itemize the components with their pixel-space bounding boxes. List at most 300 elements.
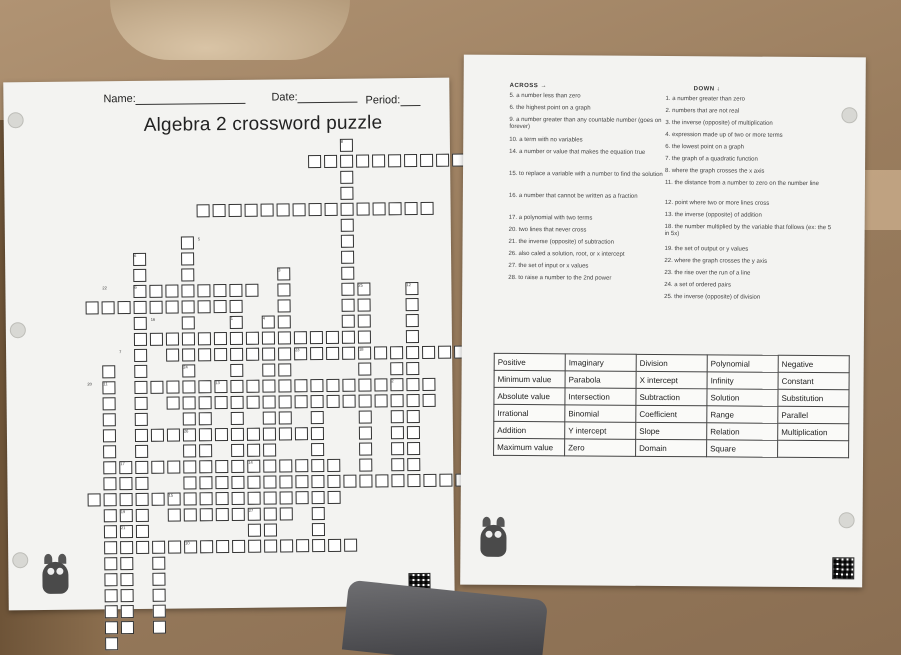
- word-bank-cell: Addition: [494, 421, 565, 438]
- crossword-cell[interactable]: [262, 364, 275, 377]
- crossword-cell[interactable]: [263, 460, 276, 473]
- crossword-cell[interactable]: [374, 346, 387, 359]
- crossword-cell[interactable]: [310, 347, 323, 360]
- crossword-cell[interactable]: [103, 397, 116, 410]
- crossword-cell[interactable]: [294, 331, 307, 344]
- crossword-cell[interactable]: [279, 411, 292, 424]
- crossword-cell[interactable]: [295, 459, 308, 472]
- crossword-cell[interactable]: [135, 445, 148, 458]
- crossword-cell[interactable]: [356, 155, 369, 168]
- word-bank-cell: [778, 440, 849, 457]
- crossword-cell[interactable]: [359, 443, 372, 456]
- crossword-cell[interactable]: [359, 475, 372, 488]
- crossword-cell[interactable]: [388, 154, 401, 167]
- crossword-cell[interactable]: [182, 300, 195, 313]
- crossword-cell[interactable]: [135, 461, 148, 474]
- crossword-cell[interactable]: [406, 362, 419, 375]
- crossword-cell[interactable]: [120, 493, 133, 506]
- crossword-cell[interactable]: [167, 429, 180, 442]
- crossword-cell[interactable]: [438, 346, 451, 359]
- crossword-cell[interactable]: [324, 155, 337, 168]
- crossword-cell[interactable]: [343, 395, 356, 408]
- crossword-cell[interactable]: [182, 332, 195, 345]
- crossword-cell[interactable]: [391, 426, 404, 439]
- crossword-cell[interactable]: [230, 332, 243, 345]
- crossword-cell[interactable]: [229, 284, 242, 297]
- crossword-cell[interactable]: [184, 492, 197, 505]
- crossword-cell[interactable]: [340, 187, 353, 200]
- crossword-cell[interactable]: [312, 539, 325, 552]
- crossword-cell[interactable]: [312, 491, 325, 504]
- crossword-cell[interactable]: [216, 492, 229, 505]
- across-clue: 15. to replace a variable with a number to find the solution: [509, 170, 663, 178]
- crossword-cell[interactable]: [200, 492, 213, 505]
- crossword-cell[interactable]: [264, 492, 277, 505]
- crossword-cell[interactable]: [407, 394, 420, 407]
- crossword-cell[interactable]: [150, 381, 163, 394]
- crossword-cell[interactable]: [215, 396, 228, 409]
- crossword-cell[interactable]: [439, 474, 452, 487]
- crossword-cell[interactable]: [406, 298, 419, 311]
- down-clue: 1. a number greater than zero: [665, 96, 745, 103]
- clue-number: 13: [215, 380, 220, 386]
- crossword-cell[interactable]: [121, 589, 134, 602]
- crossword-cell[interactable]: [390, 362, 403, 375]
- crossword-cell[interactable]: [423, 474, 436, 487]
- crossword-cell[interactable]: [326, 331, 339, 344]
- clue-number: 3: [278, 267, 281, 273]
- crossword-cell[interactable]: [183, 444, 196, 457]
- crossword-cell[interactable]: [280, 491, 293, 504]
- crossword-cell[interactable]: [165, 285, 178, 298]
- crossword-cell[interactable]: [341, 219, 354, 232]
- crossword-cell[interactable]: [120, 557, 133, 570]
- crossword-cell[interactable]: [214, 348, 227, 361]
- crossword-cell[interactable]: [358, 363, 371, 376]
- crossword-cell[interactable]: [198, 332, 211, 345]
- crossword-cell[interactable]: [182, 380, 195, 393]
- crossword-cell[interactable]: [407, 426, 420, 439]
- clue-number: 10: [185, 540, 190, 546]
- crossword-cell[interactable]: [104, 509, 117, 522]
- crossword-cell[interactable]: [374, 378, 387, 391]
- crossword-cell[interactable]: [248, 524, 261, 537]
- crossword-cell[interactable]: [422, 378, 435, 391]
- crossword-cell[interactable]: [327, 475, 340, 488]
- crossword-cell[interactable]: [278, 363, 291, 376]
- crossword-cell[interactable]: [104, 557, 117, 570]
- crossword-cell[interactable]: [278, 299, 291, 312]
- crossword-cell[interactable]: [391, 394, 404, 407]
- crossword-cell[interactable]: [312, 507, 325, 520]
- crossword-cell[interactable]: [262, 380, 275, 393]
- clue-number: 8: [340, 138, 344, 144]
- crossword-cell[interactable]: [344, 539, 357, 552]
- crossword-cell[interactable]: [357, 203, 370, 216]
- crossword-cell[interactable]: [197, 204, 210, 217]
- crossword-cell[interactable]: [311, 459, 324, 472]
- crossword-cell[interactable]: [197, 284, 210, 297]
- crossword-cell[interactable]: [311, 411, 324, 424]
- crossword-cell[interactable]: [248, 540, 261, 553]
- crossword-cell[interactable]: [311, 475, 324, 488]
- crossword-cell[interactable]: [230, 380, 243, 393]
- crossword-cell[interactable]: [278, 347, 291, 360]
- crossword-cell[interactable]: [327, 395, 340, 408]
- crossword-cell[interactable]: [183, 476, 196, 489]
- crossword-cell[interactable]: [184, 508, 197, 521]
- crossword-cell[interactable]: [182, 316, 195, 329]
- word-bank-table: [493, 353, 850, 458]
- clue-number: 20: [87, 381, 92, 387]
- crossword-cell[interactable]: [181, 252, 194, 265]
- crossword-cell[interactable]: [166, 301, 179, 314]
- crossword-cell[interactable]: [232, 508, 245, 521]
- crossword-cell[interactable]: [168, 541, 181, 554]
- crossword-cell[interactable]: [136, 525, 149, 538]
- crossword-cell[interactable]: [135, 429, 148, 442]
- crossword-cell[interactable]: [104, 525, 117, 538]
- crossword-cell[interactable]: [295, 395, 308, 408]
- crossword-cell[interactable]: [102, 365, 115, 378]
- crossword-cell[interactable]: [390, 346, 403, 359]
- crossword-cell[interactable]: [134, 301, 147, 314]
- crossword-cell[interactable]: [151, 461, 164, 474]
- crossword-cell[interactable]: [422, 346, 435, 359]
- crossword-cell[interactable]: [215, 476, 228, 489]
- word-bank-cell: Maximum value: [494, 438, 565, 455]
- crossword-cell[interactable]: [152, 557, 165, 570]
- crossword-cell[interactable]: [231, 476, 244, 489]
- crossword-cell[interactable]: [325, 203, 338, 216]
- crossword-cell[interactable]: [263, 476, 276, 489]
- crossword-cell[interactable]: [407, 474, 420, 487]
- crossword-cell[interactable]: [436, 154, 449, 167]
- crossword-cell[interactable]: [199, 460, 212, 473]
- crossword-cell[interactable]: [199, 396, 212, 409]
- crossword-cell[interactable]: [404, 154, 417, 167]
- crossword-cell[interactable]: [328, 539, 341, 552]
- crossword-cell[interactable]: [247, 444, 260, 457]
- crossword-cell[interactable]: [231, 428, 244, 441]
- crossword-cell[interactable]: [280, 507, 293, 520]
- clue-number: 23: [295, 347, 300, 353]
- crossword-cell[interactable]: [199, 412, 212, 425]
- crossword-cell[interactable]: [311, 395, 324, 408]
- crossword-cell[interactable]: [341, 267, 354, 280]
- crossword-cell[interactable]: [231, 412, 244, 425]
- crossword-cell[interactable]: [247, 476, 260, 489]
- crossword-cell[interactable]: [104, 541, 117, 554]
- mascot-logo: [38, 552, 72, 596]
- crossword-cell[interactable]: [358, 299, 371, 312]
- crossword-cell[interactable]: [199, 476, 212, 489]
- crossword-cell[interactable]: [340, 155, 353, 168]
- crossword-cell[interactable]: [215, 428, 228, 441]
- crossword-cell[interactable]: [103, 477, 116, 490]
- crossword-cell[interactable]: [341, 235, 354, 248]
- crossword-cell[interactable]: [341, 283, 354, 296]
- crossword-cell[interactable]: [326, 379, 339, 392]
- crossword-cell[interactable]: [134, 381, 147, 394]
- crossword-cell[interactable]: [230, 300, 243, 313]
- desk-object: [110, 0, 350, 60]
- crossword-cell[interactable]: [104, 493, 117, 506]
- crossword-cell[interactable]: [247, 428, 260, 441]
- crossword-cell[interactable]: [153, 621, 166, 634]
- crossword-cell[interactable]: [279, 395, 292, 408]
- crossword-cell[interactable]: [293, 203, 306, 216]
- word-bank-cell: Irrational: [494, 404, 565, 421]
- crossword-cell[interactable]: [261, 204, 274, 217]
- crossword-cell[interactable]: [183, 396, 196, 409]
- crossword-cell[interactable]: [105, 637, 118, 650]
- crossword-cell[interactable]: [263, 396, 276, 409]
- crossword-cell[interactable]: [88, 493, 101, 506]
- crossword-cell[interactable]: [359, 395, 372, 408]
- crossword-cell[interactable]: [152, 541, 165, 554]
- crossword-cell[interactable]: [152, 573, 165, 586]
- crossword-cell[interactable]: [214, 300, 227, 313]
- clue-number: 14: [248, 459, 253, 465]
- crossword-cell[interactable]: [373, 202, 386, 215]
- crossword-cell[interactable]: [342, 315, 355, 328]
- crossword-cell[interactable]: [358, 379, 371, 392]
- crossword-cell[interactable]: [183, 460, 196, 473]
- word-bank-cell: Subtraction: [636, 388, 707, 405]
- crossword-cell[interactable]: [407, 442, 420, 455]
- crossword-cell[interactable]: [359, 459, 372, 472]
- word-bank-cell: Multiplication: [778, 423, 849, 440]
- crossword-cell[interactable]: [311, 443, 324, 456]
- crossword-cell[interactable]: [121, 621, 134, 634]
- crossword-cell[interactable]: [213, 284, 226, 297]
- crossword-cell[interactable]: [262, 332, 275, 345]
- crossword-cell[interactable]: [310, 379, 323, 392]
- crossword-cell[interactable]: [105, 621, 118, 634]
- crossword-cell[interactable]: [181, 236, 194, 249]
- crossword-cell[interactable]: [343, 475, 356, 488]
- crossword-cell[interactable]: [231, 396, 244, 409]
- crossword-cell[interactable]: [246, 332, 259, 345]
- crossword-cell[interactable]: [152, 493, 165, 506]
- crossword-cell[interactable]: [105, 605, 118, 618]
- crossword-cell[interactable]: [295, 475, 308, 488]
- punch-hole: [12, 552, 28, 568]
- crossword-cell[interactable]: [103, 429, 116, 442]
- crossword-cell[interactable]: [277, 203, 290, 216]
- crossword-cell[interactable]: [198, 300, 211, 313]
- crossword-cell[interactable]: [166, 381, 179, 394]
- crossword-cell[interactable]: [245, 204, 258, 217]
- crossword-cell[interactable]: [389, 202, 402, 215]
- crossword-cell[interactable]: [134, 349, 147, 362]
- crossword-cell[interactable]: [264, 540, 277, 553]
- crossword-cell[interactable]: [341, 203, 354, 216]
- crossword-cell[interactable]: [423, 394, 436, 407]
- crossword-cell[interactable]: [342, 379, 355, 392]
- crossword-cell[interactable]: [279, 475, 292, 488]
- crossword-cell[interactable]: [326, 347, 339, 360]
- crossword-cell[interactable]: [262, 348, 275, 361]
- crossword-cell[interactable]: [232, 540, 245, 553]
- crossword-cell[interactable]: [231, 460, 244, 473]
- crossword-cell[interactable]: [391, 474, 404, 487]
- crossword-cell[interactable]: [230, 364, 243, 377]
- crossword-cell[interactable]: [358, 331, 371, 344]
- crossword-cell[interactable]: [215, 460, 228, 473]
- crossword-cell[interactable]: [312, 523, 325, 536]
- crossword-cell[interactable]: [214, 332, 227, 345]
- crossword-cell[interactable]: [86, 301, 99, 314]
- crossword-cell[interactable]: [278, 315, 291, 328]
- crossword-cell[interactable]: [406, 314, 419, 327]
- crossword-cell[interactable]: [294, 379, 307, 392]
- crossword-cell[interactable]: [391, 410, 404, 423]
- crossword-cell[interactable]: [245, 284, 258, 297]
- crossword-cell[interactable]: [279, 459, 292, 472]
- word-bank-cell: Slope: [636, 422, 707, 439]
- crossword-cell[interactable]: [279, 427, 292, 440]
- crossword-cell[interactable]: [119, 477, 132, 490]
- crossword-cell[interactable]: [153, 605, 166, 618]
- crossword-cell[interactable]: [296, 539, 309, 552]
- crossword-cell[interactable]: [231, 444, 244, 457]
- crossword-cell[interactable]: [103, 413, 116, 426]
- crossword-cell[interactable]: [309, 203, 322, 216]
- crossword-cell[interactable]: [375, 394, 388, 407]
- crossword-cell[interactable]: [118, 301, 131, 314]
- crossword-cell[interactable]: [199, 444, 212, 457]
- crossword-cell[interactable]: [135, 397, 148, 410]
- crossword-cell[interactable]: [216, 508, 229, 521]
- crossword-cell[interactable]: [263, 444, 276, 457]
- down-clue: 13. the inverse (opposite) of addition: [664, 212, 762, 219]
- crossword-cell[interactable]: [375, 474, 388, 487]
- crossword-cell[interactable]: [327, 459, 340, 472]
- crossword-cell[interactable]: [421, 202, 434, 215]
- crossword-cell[interactable]: [199, 428, 212, 441]
- crossword-cell[interactable]: [264, 508, 277, 521]
- crossword-cell[interactable]: [342, 331, 355, 344]
- crossword-cell[interactable]: [277, 283, 290, 296]
- crossword-cell[interactable]: [198, 348, 211, 361]
- crossword-cell[interactable]: [183, 412, 196, 425]
- crossword-cell[interactable]: [198, 380, 211, 393]
- crossword-cell[interactable]: [420, 154, 433, 167]
- crossword-cell[interactable]: [406, 330, 419, 343]
- crossword-cell[interactable]: [311, 427, 324, 440]
- crossword-cell[interactable]: [136, 509, 149, 522]
- crossword-cell[interactable]: [358, 315, 371, 328]
- crossword-cell[interactable]: [166, 333, 179, 346]
- crossword-cell[interactable]: [105, 589, 118, 602]
- crossword-cell[interactable]: [264, 524, 277, 537]
- crossword-cell[interactable]: [278, 331, 291, 344]
- crossword-cell[interactable]: [103, 461, 116, 474]
- crossword-cell[interactable]: [341, 251, 354, 264]
- crossword-cell[interactable]: [150, 333, 163, 346]
- crossword-cell[interactable]: [200, 540, 213, 553]
- crossword-cell[interactable]: [216, 540, 229, 553]
- crossword-cell[interactable]: [134, 365, 147, 378]
- period-field: [365, 94, 420, 107]
- crossword-cell[interactable]: [372, 154, 385, 167]
- crossword-cell[interactable]: [103, 445, 116, 458]
- page-title: Algebra 2 crossword puzzle: [143, 112, 383, 136]
- crossword-cell[interactable]: [405, 202, 418, 215]
- crossword-cell[interactable]: [104, 573, 117, 586]
- crossword-cell[interactable]: [232, 492, 245, 505]
- crossword-cell[interactable]: [181, 284, 194, 297]
- crossword-cell[interactable]: [280, 539, 293, 552]
- crossword-cell[interactable]: [181, 268, 194, 281]
- across-clue: 20. two lines that never cross: [508, 226, 587, 234]
- crossword-cell[interactable]: [407, 410, 420, 423]
- crossword-cell[interactable]: [149, 285, 162, 298]
- crossword-cell[interactable]: [359, 427, 372, 440]
- crossword-cell[interactable]: [247, 396, 260, 409]
- crossword-cell[interactable]: [168, 509, 181, 522]
- crossword-cell[interactable]: [263, 412, 276, 425]
- crossword-cell[interactable]: [229, 204, 242, 217]
- crossword-cell[interactable]: [151, 429, 164, 442]
- crossword-cell[interactable]: [230, 348, 243, 361]
- crossword-cell[interactable]: [296, 491, 309, 504]
- crossword-cell[interactable]: [153, 589, 166, 602]
- crossword-cell[interactable]: [308, 155, 321, 168]
- crossword-cell[interactable]: [310, 331, 323, 344]
- crossword-cell[interactable]: [342, 347, 355, 360]
- across-clue: 6. the highest point on a graph: [509, 104, 591, 112]
- crossword-cell[interactable]: [359, 411, 372, 424]
- crossword-cell[interactable]: [278, 379, 291, 392]
- crossword-cell[interactable]: [121, 605, 134, 618]
- crossword-cell[interactable]: [200, 508, 213, 521]
- crossword-cell[interactable]: [213, 204, 226, 217]
- crossword-cell[interactable]: [340, 171, 353, 184]
- crossword-cell[interactable]: [150, 301, 163, 314]
- crossword-cell[interactable]: [136, 541, 149, 554]
- crossword-cell[interactable]: [248, 492, 261, 505]
- word-bank-cell: Infinity: [707, 372, 778, 389]
- crossword-cell[interactable]: [134, 317, 147, 330]
- crossword-cell[interactable]: [135, 477, 148, 490]
- crossword-cell[interactable]: [328, 491, 341, 504]
- crossword-cell[interactable]: [406, 346, 419, 359]
- crossword-cell[interactable]: [246, 380, 259, 393]
- crossword-cell[interactable]: [167, 461, 180, 474]
- crossword-cell[interactable]: [120, 541, 133, 554]
- crossword-cell[interactable]: [407, 458, 420, 471]
- crossword-cell[interactable]: [391, 442, 404, 455]
- crossword-cell[interactable]: [406, 378, 419, 391]
- crossword-cell[interactable]: [120, 573, 133, 586]
- crossword-cell[interactable]: [134, 333, 147, 346]
- crossword-cell[interactable]: [391, 458, 404, 471]
- crossword-cell[interactable]: [295, 427, 308, 440]
- crossword-cell[interactable]: [342, 299, 355, 312]
- crossword-cell[interactable]: [166, 349, 179, 362]
- crossword-cell[interactable]: [102, 301, 115, 314]
- crossword-cell[interactable]: [167, 397, 180, 410]
- crossword-cell[interactable]: [246, 348, 259, 361]
- crossword-cell[interactable]: [133, 269, 146, 282]
- crossword-cell[interactable]: [263, 428, 276, 441]
- crossword-cell[interactable]: [135, 413, 148, 426]
- crossword-cell[interactable]: [136, 493, 149, 506]
- crossword-cell[interactable]: [182, 348, 195, 361]
